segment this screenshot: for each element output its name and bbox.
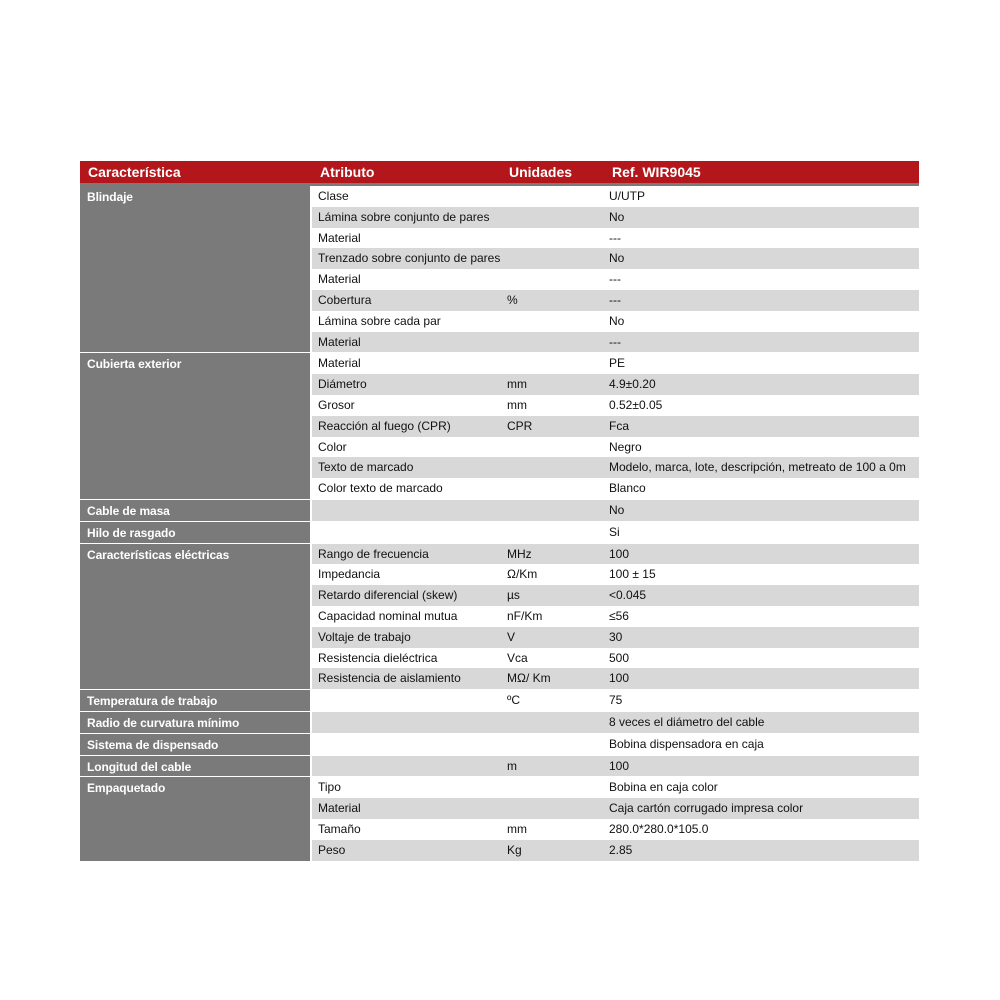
cell-valor: 8 veces el diámetro del cable — [609, 714, 765, 729]
cell-atributo: Material — [318, 356, 361, 371]
cell-valor: 0.52±0.05 — [609, 397, 663, 412]
cell-valor: No — [609, 209, 625, 224]
cell-valor: --- — [609, 272, 621, 287]
cell-unidades — [501, 269, 604, 290]
cell-unidades — [501, 478, 604, 499]
header-ref: Ref. WIR9045 — [612, 164, 701, 180]
table-row — [312, 648, 919, 669]
cell-atributo: Peso — [318, 842, 346, 857]
table-row — [312, 690, 919, 711]
spec-group — [80, 712, 919, 734]
cell-unidades: µs — [507, 588, 520, 603]
cell-unidades: Kg — [507, 842, 522, 857]
group-label: Radio de curvatura mínimo — [80, 712, 312, 733]
cell-atributo: Diámetro — [318, 377, 367, 392]
cell-unidades — [501, 522, 604, 543]
spec-group — [80, 353, 919, 500]
group-label: Sistema de dispensado — [80, 734, 312, 755]
group-rows — [312, 690, 919, 711]
cell-atributo: Resistencia de aislamiento — [318, 671, 461, 686]
cell-valor: Blanco — [609, 481, 646, 496]
table-row — [312, 311, 919, 332]
cell-atributo — [312, 756, 501, 777]
cell-valor: No — [609, 313, 625, 328]
cell-atributo: Capacidad nominal mutua — [318, 608, 458, 623]
table-row — [312, 248, 919, 269]
cell-valor: Caja cartón corrugado impresa color — [609, 801, 804, 816]
cell-unidades: ºC — [507, 693, 521, 708]
table-row — [312, 522, 919, 543]
cell-valor: No — [609, 502, 625, 517]
cell-unidades — [501, 734, 604, 755]
cell-atributo: Lámina sobre conjunto de pares — [318, 209, 490, 224]
cell-valor: --- — [609, 230, 621, 245]
group-label: Cubierta exterior — [80, 353, 312, 499]
cell-atributo — [312, 522, 501, 543]
cell-valor: 100 — [609, 671, 630, 686]
group-label: Características eléctricas — [80, 544, 312, 690]
cell-valor: ≤56 — [609, 608, 629, 623]
group-rows — [312, 777, 919, 860]
table-row — [312, 819, 919, 840]
group-label: Temperatura de trabajo — [80, 690, 312, 711]
group-label: Longitud del cable — [80, 756, 312, 777]
cell-unidades — [501, 712, 604, 733]
cell-valor: 4.9±0.20 — [609, 377, 656, 392]
table-row — [312, 457, 919, 478]
cell-unidades — [501, 457, 604, 478]
table-row — [312, 627, 919, 648]
cell-valor: 280.0*280.0*105.0 — [609, 821, 709, 836]
table-row — [312, 395, 919, 416]
table-row — [312, 777, 919, 798]
cell-unidades — [501, 207, 604, 228]
cell-valor: --- — [609, 292, 621, 307]
spec-group — [80, 734, 919, 756]
cell-unidades — [501, 186, 604, 207]
table-row — [312, 353, 919, 374]
cell-unidades: mm — [507, 397, 527, 412]
table-body — [80, 186, 919, 862]
cell-atributo: Tamaño — [318, 821, 361, 836]
cell-atributo: Tipo — [318, 780, 341, 795]
cell-valor: Fca — [609, 418, 630, 433]
cell-valor: 500 — [609, 650, 630, 665]
cell-atributo — [312, 500, 501, 521]
cell-valor: Bobina en caja color — [609, 780, 718, 795]
group-rows — [312, 186, 919, 352]
cell-unidades — [501, 353, 604, 374]
cell-unidades: mm — [507, 821, 527, 836]
cell-unidades — [501, 332, 604, 353]
cell-unidades — [501, 500, 604, 521]
cell-unidades: CPR — [507, 418, 533, 433]
cell-atributo: Voltaje de trabajo — [318, 629, 411, 644]
cell-unidades: MHz — [507, 546, 532, 561]
cell-atributo: Grosor — [318, 397, 355, 412]
table-row — [312, 668, 919, 689]
cell-unidades — [501, 311, 604, 332]
cell-valor: U/UTP — [609, 189, 645, 203]
table-row — [312, 712, 919, 733]
cell-atributo: Reacción al fuego (CPR) — [318, 418, 451, 433]
cell-atributo: Rango de frecuencia — [318, 546, 429, 561]
cell-valor: 75 — [609, 693, 623, 708]
table-row — [312, 606, 919, 627]
cell-unidades: MΩ/ Km — [507, 671, 551, 686]
table-row — [312, 500, 919, 521]
group-label: Empaquetado — [80, 777, 312, 860]
table-row — [312, 290, 919, 311]
table-row — [312, 416, 919, 437]
table-row — [312, 798, 919, 819]
table-row — [312, 544, 919, 565]
cell-valor: Modelo, marca, lote, descripción, metreato de 100 a 0m — [609, 460, 906, 475]
spec-group — [80, 186, 919, 353]
cell-valor: PE — [609, 356, 626, 371]
cell-unidades: mm — [507, 377, 527, 392]
cell-atributo — [312, 690, 501, 711]
cell-atributo: Material — [318, 272, 361, 287]
cell-valor: No — [609, 251, 625, 266]
cell-atributo — [312, 712, 501, 733]
cell-atributo: Color texto de marcado — [318, 481, 443, 496]
cell-valor: Negro — [609, 439, 642, 454]
cell-unidades — [501, 777, 604, 798]
table-row — [312, 332, 919, 353]
group-rows — [312, 522, 919, 543]
cell-valor: 30 — [609, 629, 623, 644]
cell-unidades: % — [507, 292, 518, 307]
spec-group — [80, 756, 919, 778]
cell-unidades — [501, 437, 604, 458]
cell-valor: <0.045 — [609, 588, 647, 603]
table-row — [312, 564, 919, 585]
table-row — [312, 228, 919, 249]
cell-atributo: Texto de marcado — [318, 460, 414, 475]
cell-atributo: Cobertura — [318, 292, 372, 307]
group-rows — [312, 756, 919, 777]
cell-valor: 2.85 — [609, 842, 633, 857]
cell-unidades — [501, 798, 604, 819]
cell-atributo: Trenzado sobre conjunto de pares — [318, 251, 501, 266]
table-row — [312, 269, 919, 290]
cell-unidades: Ω/Km — [507, 567, 538, 582]
table-row — [312, 756, 919, 777]
spec-group — [80, 500, 919, 522]
group-rows — [312, 500, 919, 521]
cell-unidades: Vca — [507, 650, 528, 665]
table-row — [312, 840, 919, 861]
cell-unidades — [501, 228, 604, 249]
group-rows — [312, 353, 919, 499]
cell-atributo: Material — [318, 334, 361, 349]
cell-atributo — [312, 734, 501, 755]
cell-atributo: Retardo diferencial (skew) — [318, 588, 458, 603]
cell-atributo: Lámina sobre cada par — [318, 313, 441, 328]
group-rows — [312, 544, 919, 690]
table-row — [312, 186, 919, 207]
group-rows — [312, 712, 919, 733]
cell-unidades — [501, 248, 604, 269]
table-row — [312, 374, 919, 395]
cell-valor: --- — [609, 334, 621, 349]
cell-unidades: V — [507, 629, 516, 644]
cell-valor: Si — [609, 524, 620, 539]
group-label: Hilo de rasgado — [80, 522, 312, 543]
group-label: Cable de masa — [80, 500, 312, 521]
cell-atributo: Material — [318, 801, 361, 816]
group-label: Blindaje — [80, 186, 312, 352]
table-row — [312, 734, 919, 755]
header-caracteristica: Característica — [88, 164, 181, 180]
cell-valor: 100 — [609, 546, 630, 561]
spec-group — [80, 522, 919, 544]
cell-atributo: Material — [318, 230, 361, 245]
header-unidades: Unidades — [509, 164, 573, 180]
table-header — [80, 161, 919, 186]
spec-group — [80, 544, 919, 691]
header-atributo: Atributo — [320, 164, 375, 180]
spec-group — [80, 777, 919, 861]
table-row — [312, 585, 919, 606]
cell-unidades: nF/Km — [507, 608, 543, 623]
cell-atributo: Color — [318, 439, 347, 454]
group-rows — [312, 734, 919, 755]
table-row — [312, 207, 919, 228]
spec-group — [80, 690, 919, 712]
cell-atributo: Impedancia — [318, 567, 381, 582]
cell-atributo: Resistencia dieléctrica — [318, 650, 438, 665]
cell-unidades: m — [507, 758, 517, 773]
table-row — [312, 437, 919, 458]
cell-valor: Bobina dispensadora en caja — [609, 736, 764, 751]
spec-table — [80, 161, 919, 862]
cell-valor: 100 ± 15 — [609, 567, 656, 582]
table-row — [312, 478, 919, 499]
cell-valor: 100 — [609, 758, 630, 773]
cell-atributo: Clase — [318, 189, 349, 203]
